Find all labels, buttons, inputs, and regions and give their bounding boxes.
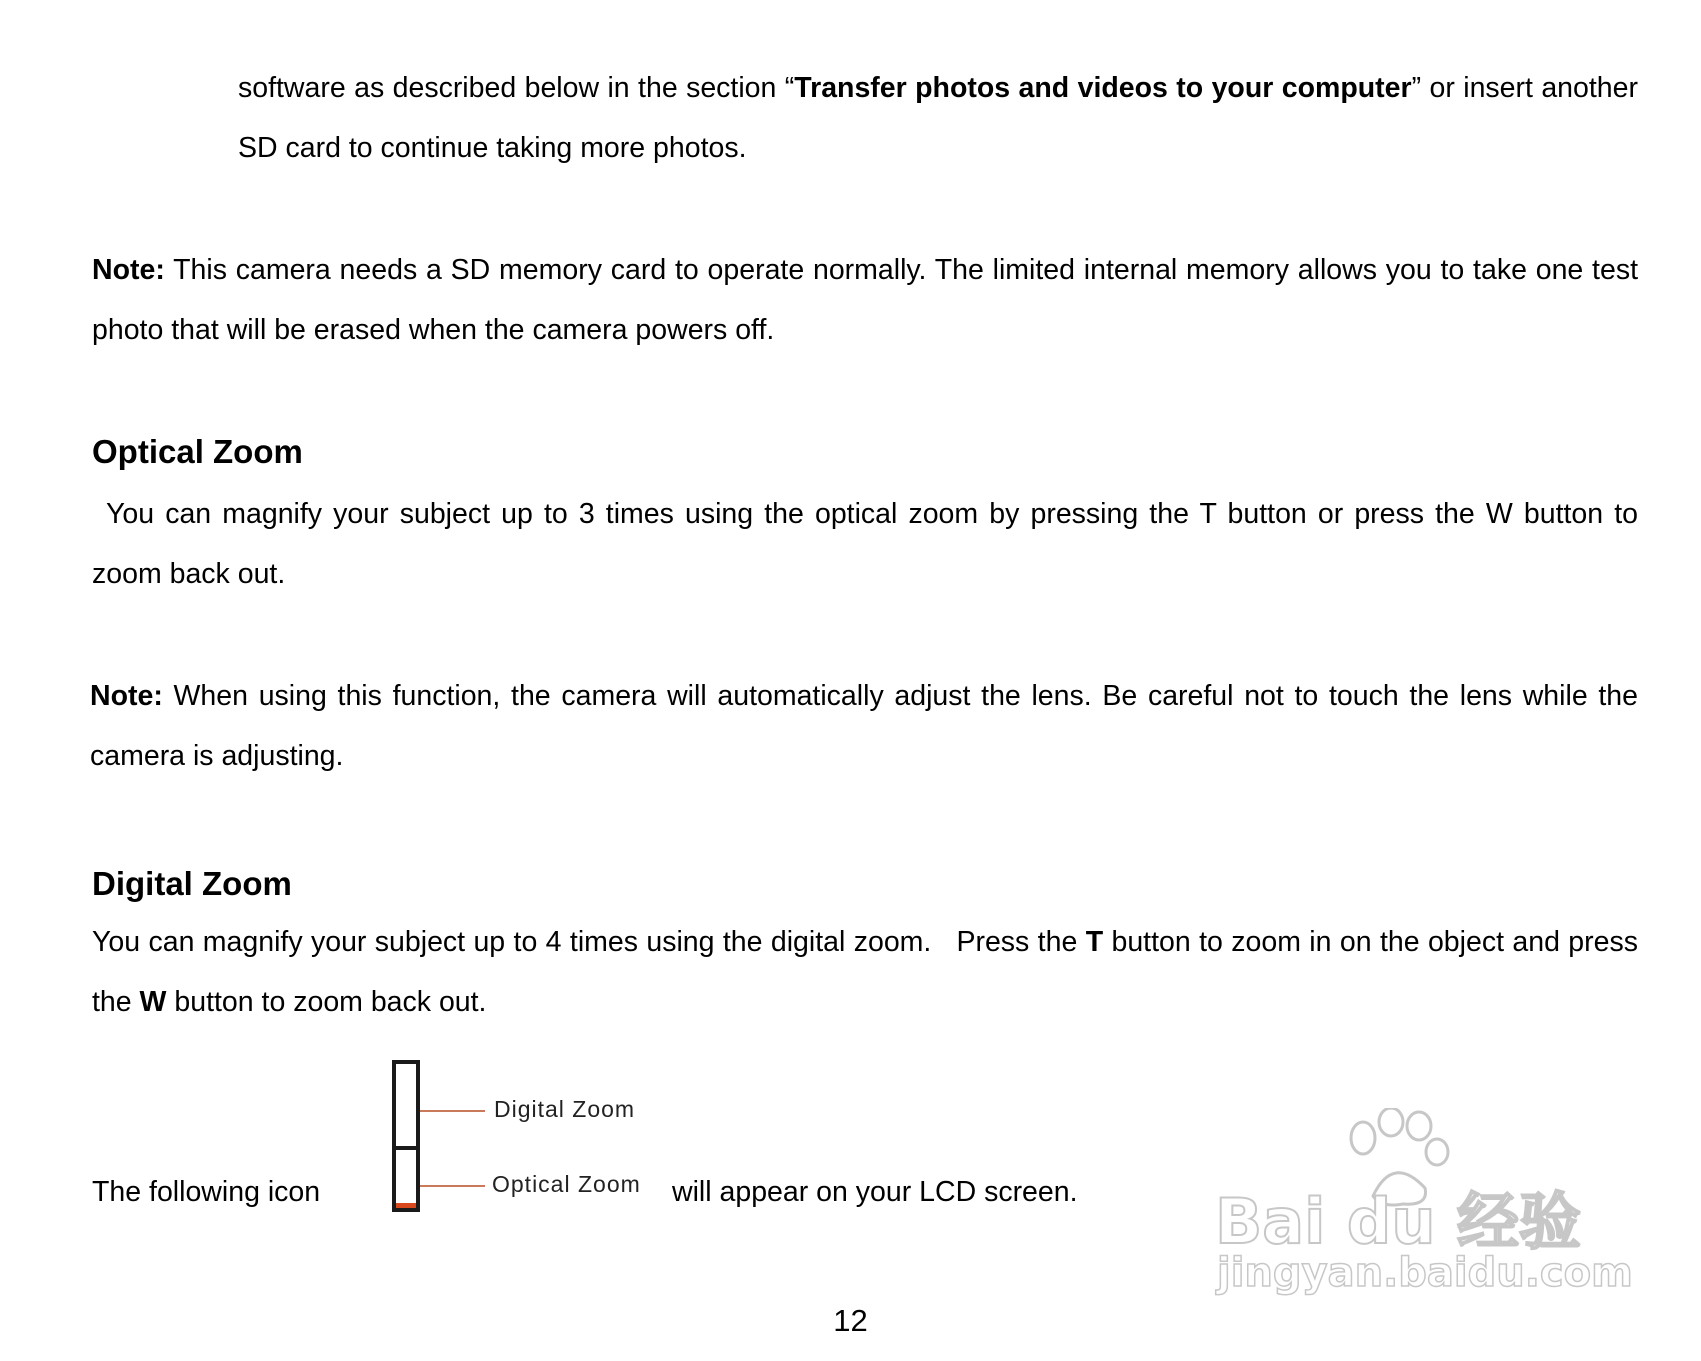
optical-zoom-paragraph [92,484,1638,604]
baidu-watermark [1205,1100,1633,1310]
t-button-label: T [1085,926,1104,958]
page-number: 12 [833,1303,868,1338]
zoom-bar-outer [394,1062,418,1210]
zoom-level-fill [396,1203,416,1208]
intro-text-after: ” or insert another SD card to continue taking more photos. [238,72,1638,164]
digital-zoom-label: Digital Zoom [494,1096,636,1122]
digital-zoom-text-2: button to zoom in on the object and press the [92,926,1638,1018]
zoom-bar-icon [392,1060,420,1212]
digital-zoom-text-3: button to zoom back out. [166,986,487,1018]
digital-zoom-paragraph [92,912,1638,1032]
w-button-label: W [139,986,167,1018]
watermark-brand: Bai du 经验 [1215,1185,1582,1258]
zoom-indicator-lines [420,1090,490,1200]
optical-zoom-label: Optical Zoom [492,1171,641,1197]
note-text: This camera needs a SD memory card to operate normally. The limited internal memory allows you to take one test photo that will be erased when the camera powers off. [92,254,1638,346]
note-lens [90,666,1638,786]
intro-text-before: software as described below in the section “ [238,72,795,104]
icon-line-after: will appear on your LCD screen. [672,1176,1078,1208]
digital-zoom-heading: Digital Zoom [92,865,292,902]
note-label: Note: [92,254,165,286]
note-label: Note: [90,680,163,712]
digital-zoom-text-1: You can magnify your subject up to 4 times using the digital zoom. Press the [92,926,1086,958]
optical-zoom-heading: Optical Zoom [92,433,303,470]
note-sd-card [92,240,1638,360]
note-text: When using this function, the camera will automatically adjust the lens. Be careful not to touch the lens while the camera is adjusting. [90,680,1638,772]
intro-paragraph [238,58,1638,178]
icon-line-before: The following icon [92,1176,321,1208]
optical-zoom-text: You can magnify your subject up to 3 times using the optical zoom by pressing the T button or press the W button to zoom back out. [92,498,1638,590]
section-reference: Transfer photos and videos to your computer [794,72,1412,104]
watermark-url: jingyan.baidu.com [1217,1250,1633,1296]
